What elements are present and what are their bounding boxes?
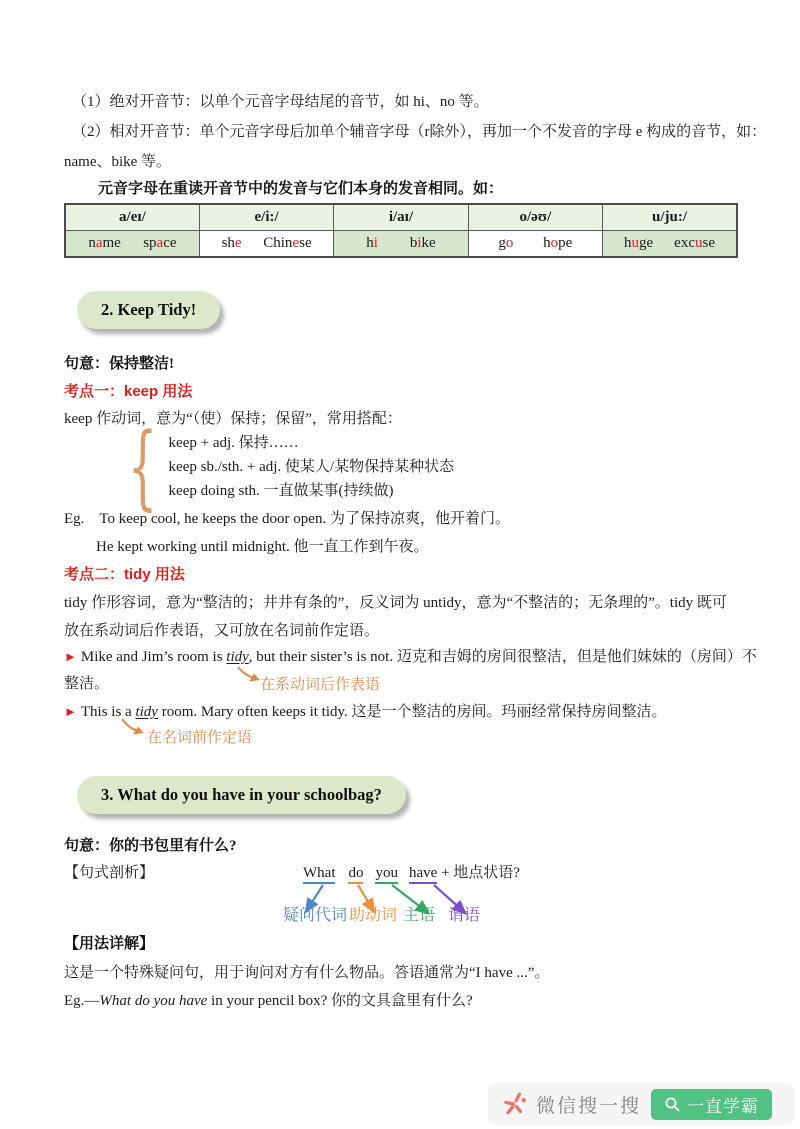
diagram-label-predicate: 谓语 — [448, 907, 481, 924]
keep-pattern-3: keep doing sth. 一直做某事(持续做) — [168, 483, 394, 499]
triangle-bullet-icon: ► — [64, 704, 77, 719]
example-cell-a — [65, 231, 199, 258]
intro-line-3: name、bike 等。 — [64, 154, 172, 170]
word-space: space — [143, 235, 177, 251]
key-point-1-title: 考点一：keep 用法 — [64, 383, 193, 400]
word-excuse: excuse — [674, 235, 715, 251]
word-huge: huge — [624, 235, 654, 251]
wechat-spark-icon — [502, 1091, 528, 1117]
header-cell-o: o/əʊ/ — [468, 204, 602, 231]
header-cell-a: a/eɪ/ — [65, 204, 199, 231]
tidy-example-1: ► Mike and Jim’s room is tidy, but their sister’s is not. 迈克和吉姆的房间很整洁，但是他们妹妹的（房间）不 — [64, 649, 757, 665]
word-name: name — [88, 235, 121, 251]
diagram-word-what: What — [303, 865, 335, 884]
diagram-label-auxiliary: 助动词 — [349, 907, 398, 924]
keep-pattern-1: keep + adj. 保持…… — [168, 435, 299, 451]
italic-question: What do you have — [99, 993, 208, 1009]
tidy-explain-line-2: 放在系动词后作表语，又可放在名词前作定语。 — [64, 623, 380, 639]
tidy-example-1-wrap: 整洁。 — [64, 676, 110, 692]
tidy-explain-line-1: tidy 作形容词，意为“整洁的；井井有条的”，反义词为 untidy，意为“不整洁的；无条理的”。tidy 既可 — [64, 595, 727, 611]
wechat-search-watermark — [488, 1083, 795, 1125]
diagram-word-have: have — [409, 865, 437, 884]
key-point-2-title: 考点二：tidy 用法 — [64, 566, 185, 583]
usage-example: Eg.—What do you have in your pencil box? 你的文具盒里有什么? — [64, 993, 473, 1009]
example-cell-e — [199, 231, 333, 258]
word-go: go — [498, 235, 514, 251]
diagram-suffix: + 地点状语? — [441, 865, 520, 881]
word-chinese: Chinese — [263, 235, 312, 251]
example-cell-u — [603, 231, 737, 258]
keep-pattern-2: keep sb./sth. + adj. 使某人/某物保持某种状态 — [168, 459, 455, 475]
word-hi: hi — [366, 235, 378, 251]
table-example-row — [65, 231, 737, 258]
header-cell-i: i/aɪ/ — [334, 204, 468, 231]
usage-label: 【用法详解】 — [64, 936, 155, 952]
word-she: she — [221, 235, 242, 251]
diagram-word-you: you — [375, 865, 398, 884]
word-bike: bike — [409, 235, 436, 251]
diagram-label-subject: 主语 — [403, 907, 436, 924]
annotation-attributive: 在名词前作定语 — [147, 730, 253, 746]
keep-intro-text: keep 作动词，意为“（使）保持；保留”，常用搭配： — [64, 411, 402, 427]
annotation-predicative: 在系动词后作表语 — [260, 677, 381, 693]
header-cell-e: e/i:/ — [199, 204, 333, 231]
header-cell-u: u/ju:/ — [603, 204, 737, 231]
word-hope: hope — [543, 235, 573, 251]
sentence-diagram-words — [303, 861, 520, 882]
usage-text: 这是一个特殊疑问句，用于询问对方有什么物品。答语通常为“I have ...”。 — [64, 965, 550, 981]
keep-example-1: Eg. To keep cool, he keeps the door open. 为了保持凉爽，他开着门。 — [64, 511, 510, 527]
sentence-meaning-3: 句意：你的书包里有什么? — [64, 838, 237, 854]
intro-line-1: （1）绝对开音节：以单个元音字母结尾的音节，如 hi、no 等。 — [72, 94, 489, 110]
example-cell-o — [468, 231, 602, 258]
section-3-title-pill: 3. What do you have in your schoolbag? — [77, 776, 406, 814]
vowel-rule-note: 元音字母在重读开音节中的发音与它们本身的发音相同。如： — [98, 181, 504, 197]
sentence-meaning-2: 句意：保持整洁! — [64, 356, 174, 372]
section-2-title-pill: 2. Keep Tidy! — [77, 291, 220, 329]
example-cell-i — [334, 231, 468, 258]
brace-icon: { — [128, 413, 158, 520]
parse-label: 【句式剖析】 — [64, 865, 155, 881]
tidy-word: tidy — [226, 649, 249, 665]
tidy-example-2: ► This is a tidy room. Mary often keeps it tidy. 这是一个整洁的房间。玛丽经常保持房间整洁。 — [64, 704, 667, 720]
diagram-word-do: do — [348, 865, 363, 884]
watermark-brand-text: 微信搜一搜 — [536, 1095, 642, 1117]
watermark-search-button[interactable] — [651, 1089, 772, 1120]
annotation-arrow-icon — [120, 716, 146, 738]
diagram-label-interrogative: 疑问代词 — [283, 907, 348, 924]
magnifier-icon — [664, 1096, 681, 1113]
watermark-button-label: 一直学霸 — [687, 1096, 760, 1116]
table-header-row — [65, 204, 737, 231]
intro-line-2: （2）相对开音节：单个元音字母后加单个辅音字母（r除外），再加一个不发音的字母 e 构成的音节，如： — [72, 124, 767, 140]
tidy-word: tidy — [135, 704, 158, 720]
annotation-arrow-icon — [236, 664, 262, 684]
vowel-sound-table — [64, 203, 738, 258]
triangle-bullet-icon: ► — [64, 649, 77, 664]
keep-example-2: He kept working until midnight. 他一直工作到午夜。 — [96, 539, 429, 555]
